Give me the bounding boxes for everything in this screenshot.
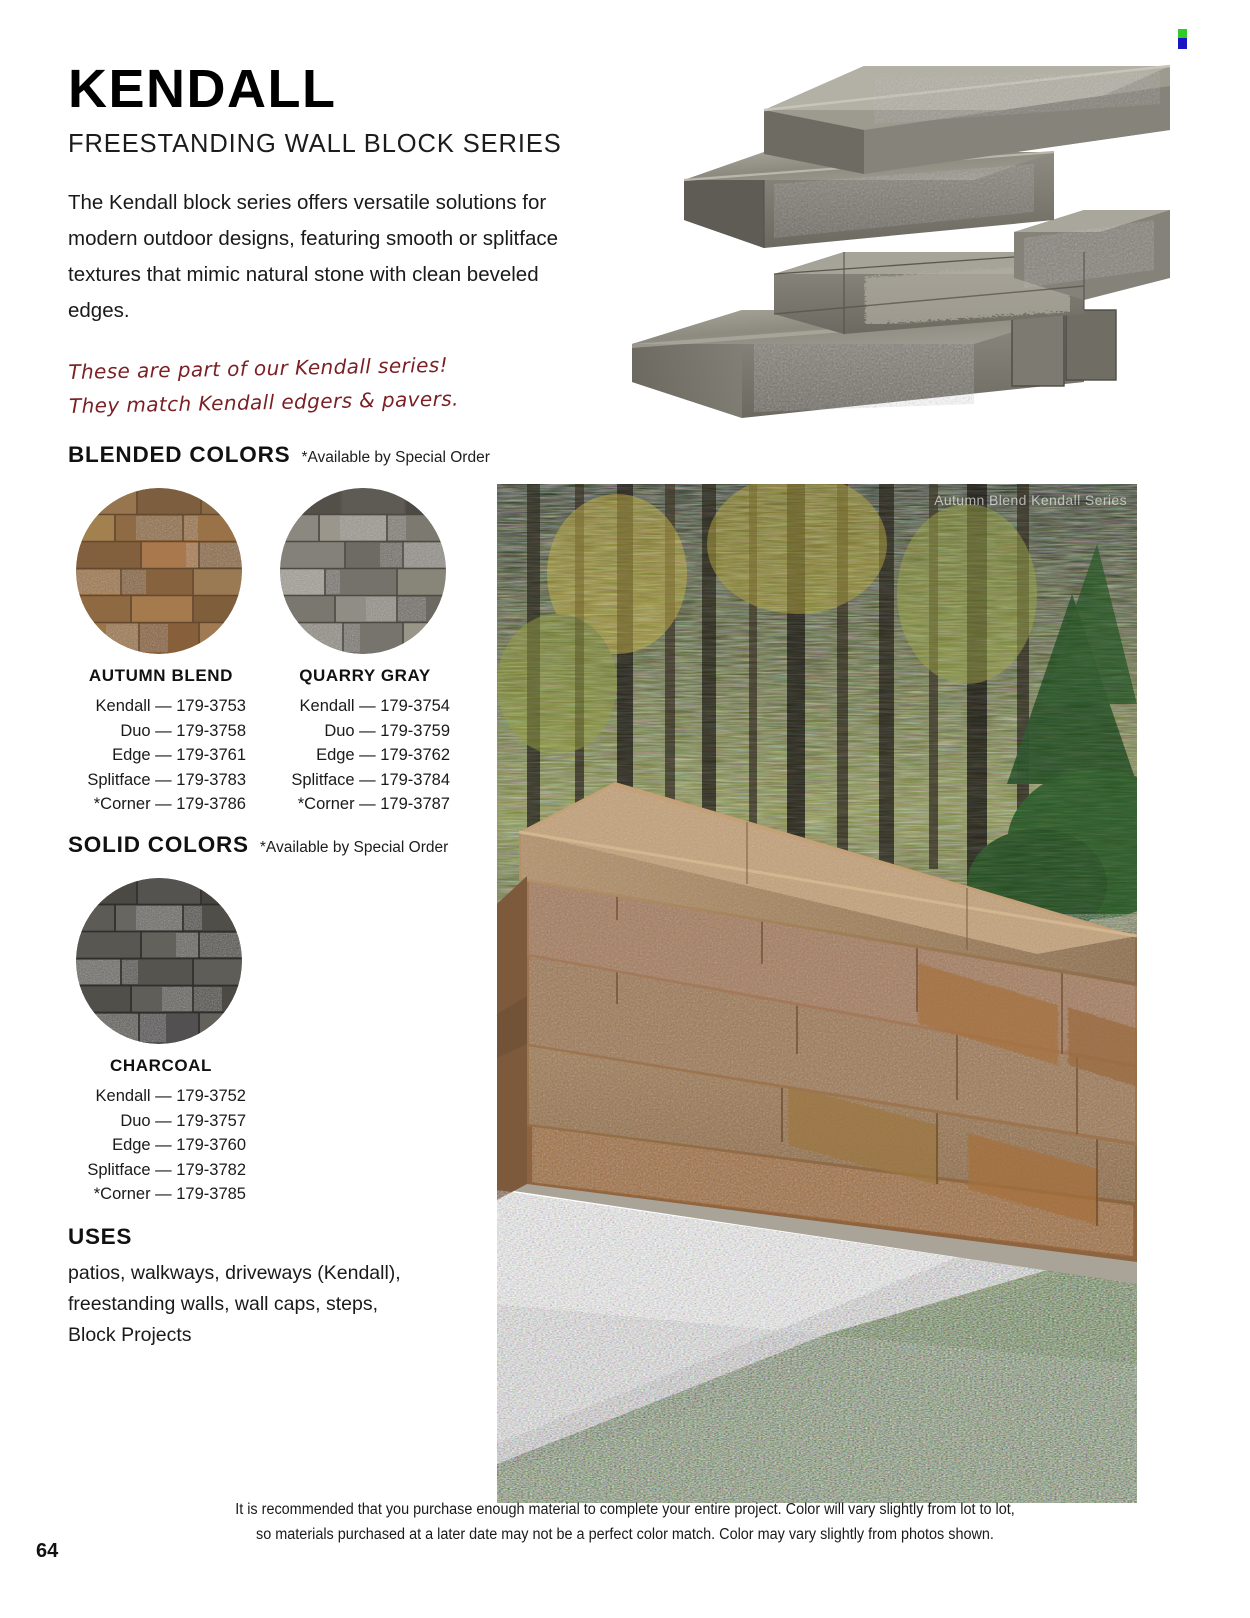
charcoal-swatch-image: [76, 878, 242, 1044]
main-project-photo: [497, 484, 1137, 1503]
solid-colors-note: *Available by Special Order: [259, 839, 449, 856]
blended-colors-title: BLENDED COLORS: [68, 442, 291, 467]
registration-blue-swatch: [1178, 38, 1187, 49]
code-splitface: Splitface — 179-3783: [87, 770, 246, 789]
code-corner: *Corner — 179-3787: [297, 795, 450, 813]
swatch-quarry-gray[interactable]: [280, 488, 450, 817]
code-splitface: Splitface — 179-3782: [87, 1160, 246, 1179]
photo-caption: Autumn Blend Kendall Series: [934, 492, 1127, 508]
uses-heading: USES: [68, 1224, 133, 1249]
autumn-blend-codes: [76, 694, 246, 817]
swatch-charcoal[interactable]: [76, 878, 246, 1207]
page-number: 64: [36, 1540, 59, 1562]
left-content-column: [68, 59, 588, 423]
handwritten-note-line1: These are part of our Kendall series!: [68, 352, 449, 384]
swatch-autumn-blend[interactable]: [76, 488, 246, 817]
intro-paragraph: The Kendall block series offers versatile solutions for modern outdoor designs, featuring smooth or splitface textures that mimic natural stone with clean beveled edges.: [68, 191, 558, 322]
page-subtitle: FREESTANDING WALL BLOCK SERIES: [68, 130, 562, 158]
handwritten-note: [68, 346, 539, 423]
uses-body: patios, walkways, driveways (Kendall), freestanding walls, wall caps, steps, Block Projects: [68, 1262, 401, 1346]
quarry-gray-codes: [280, 694, 450, 817]
hero-product-image: [614, 52, 1170, 454]
autumn-blend-swatch-image: [76, 488, 242, 654]
charcoal-codes: [76, 1084, 246, 1207]
code-corner: *Corner — 179-3786: [93, 795, 246, 813]
registration-green-swatch: [1178, 29, 1187, 38]
footer-disclaimer: [220, 1497, 1029, 1547]
code-corner: *Corner — 179-3785: [93, 1185, 246, 1203]
code-kendall: Kendall — 179-3753: [95, 697, 246, 715]
code-duo: Duo — 179-3757: [120, 1111, 246, 1130]
handwritten-note-line2: They match Kendall edgers & pavers.: [68, 386, 459, 418]
autumn-blend-name: AUTUMN BLEND: [88, 666, 234, 685]
code-edge: Edge — 179-3760: [112, 1136, 246, 1154]
blended-colors-heading: [68, 442, 490, 468]
code-edge: Edge — 179-3762: [316, 746, 450, 764]
blended-colors-note: *Available by Special Order: [301, 449, 490, 466]
page-title: KENDALL: [68, 59, 337, 119]
registration-color-mark: [1178, 29, 1187, 49]
quarry-gray-name: QUARRY GRAY: [299, 666, 431, 685]
charcoal-name: CHARCOAL: [109, 1056, 213, 1075]
code-splitface: Splitface — 179-3784: [291, 770, 450, 789]
solid-colors-title: SOLID COLORS: [68, 832, 249, 857]
solid-colors-heading: [68, 832, 448, 858]
code-duo: Duo — 179-3758: [120, 721, 246, 740]
code-kendall: Kendall — 179-3752: [95, 1087, 246, 1105]
footer-line-1: It is recommended that you purchase enough material to complete your entire project. Color will vary slightly from lot to lot,: [235, 1501, 1015, 1518]
quarry-gray-swatch-image: [280, 488, 446, 654]
uses-section: [68, 1224, 428, 1351]
footer-line-2: so materials purchased at a later date may not be a perfect color match. Color may vary slightly from photos shown.: [256, 1526, 994, 1543]
code-kendall: Kendall — 179-3754: [299, 697, 450, 715]
code-duo: Duo — 179-3759: [324, 721, 450, 740]
code-edge: Edge — 179-3761: [112, 746, 246, 764]
